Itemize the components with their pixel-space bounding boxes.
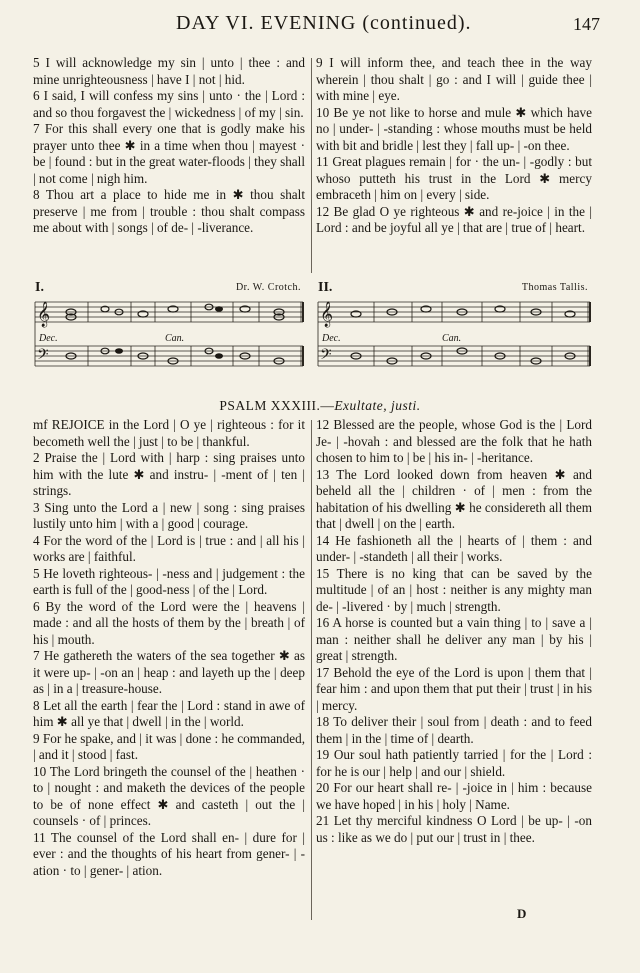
svg-text:𝄞: 𝄞 (37, 302, 51, 327)
psalm-latin-incipit: Exultate, justi. (334, 398, 421, 413)
verse: 4 For the word of the | Lord is | true : and | all his | works are | faithful. (33, 532, 305, 564)
verse: 19 Our soul hath patiently tarried | for the | Lord : for he is our | help | and our | shield. (316, 747, 592, 779)
chant-one (33, 280, 305, 380)
column-divider-bottom (311, 420, 312, 920)
verse: 7 He gathereth the waters of the sea together ✱ as it were up- | -on an | heap : and layeth up the | deep as | in a | treasure-house. (33, 648, 305, 696)
page-header (0, 12, 640, 40)
chant-composer: Thomas Tallis. (521, 282, 588, 293)
chant-composer: Dr. W. Crotch. (235, 282, 301, 293)
decani-label: Dec. (39, 333, 58, 344)
verse: 9 For he spake, and | it was | done : he commanded, | and it | stood | fast. (33, 730, 305, 762)
verse: mf REJOICE in the Lord | O ye | righteous : for it becometh well the | just | to be | thankful. (33, 417, 305, 449)
decani-label: Dec. (322, 333, 341, 344)
cantoris-label: Can. (165, 333, 185, 344)
verses-bottom-left (33, 417, 305, 879)
verse: 15 There is no king that can be saved by the multitude | of an | host : neither is any mighty man de- | -livered · by | much | strength. (316, 565, 592, 614)
verse: 14 He fashioneth all the | hearts of | them : and under- | -standeth | all their | works. (316, 532, 592, 564)
verse: 9 I will inform thee, and teach thee in the way wherein | thou shalt | go : and I will | guide thee | with mine | eye. (316, 55, 592, 103)
svg-text:𝄢: 𝄢 (37, 346, 49, 367)
verses-bottom-right (316, 417, 592, 846)
verse: 17 Behold the eye of the Lord is upon | them that | fear him : and upon them that put their | trust | in his | mercy. (316, 664, 592, 713)
verse: 12 Blessed are the people, whose God is the | Lord Je- | -hovah : and blessed are the folk that he hath chosen to him to | be | his in- | -heritance. (316, 417, 592, 465)
verse: 18 To deliver their | soul from | death : and to feed them | in the | time of | dearth. (316, 714, 592, 746)
verse: 10 The Lord bringeth the counsel of the | heathen · to | nought : and maketh the devices of the people to be of none effect ✱ and casteth | out the | counsels · of | princes. (33, 763, 305, 828)
svg-text:𝄢: 𝄢 (320, 346, 332, 367)
running-title: DAY VI. EVENING (continued). (176, 12, 472, 34)
verse: 2 Praise the | Lord with | harp : sing praises unto him with the lute ✱ and instru- | -ment of | ten | strings. (33, 450, 305, 498)
verses-top-left (33, 55, 305, 237)
psalm-heading (0, 398, 640, 414)
verses-top-right (316, 55, 592, 237)
chant-number: II. (318, 280, 333, 295)
verse: 6 I said, I will confess my sins | unto · the | Lord : and so thou forgavest the | wickedness | of my | sin. (33, 88, 305, 120)
verse: 8 Thou art a place to hide me in ✱ thou shalt preserve | me from | trouble : thou shalt compass me about with | songs | of de- | -liverance. (33, 187, 305, 235)
verse: 7 For this shall every one that is godly make his prayer unto thee ✱ in a time when thou | mayest · be | found : but in the great water-floods | they shall | not come | nigh him. (33, 121, 305, 186)
chant-two (316, 280, 592, 380)
psalm-title: PSALM XXXIII.— (219, 398, 335, 413)
verse: 3 Sing unto the Lord a | new | song : sing praises lustily unto him | with a | good | courage. (33, 499, 305, 531)
verse: 21 Let thy merciful kindness O Lord | be up- | -on us : like as we do | put our | trust in | thee. (316, 813, 592, 845)
verse: 11 The counsel of the Lord shall en- | dure for | ever : and the thoughts of his heart from gener- | -ation · to | gener- | ation. (33, 829, 305, 878)
verse: 11 Great plagues remain | for · the un- | -godly : but whoso putteth his trust in the Lord ✱ mercy embraceth | him on | every | side. (316, 154, 592, 202)
verse: 8 Let all the earth | fear the | Lord : stand in awe of him ✱ all ye that | dwell | in the | world. (33, 697, 305, 729)
verse: 12 Be glad O ye righteous ✱ and re-joice | in the | Lord : and be joyful all ye | that are | true of | heart. (316, 203, 592, 235)
column-divider-top (311, 58, 312, 273)
verse: 16 A horse is counted but a vain thing | to | save a | man : neither shall he deliver any man | by his | great | strength. (316, 615, 592, 663)
verse: 5 I will acknowledge my sin | unto | thee : and mine unrighteousness | have I | not | hid. (33, 55, 305, 87)
cantoris-label: Can. (442, 333, 462, 344)
verse: 10 Be ye not like to horse and mule ✱ which have no | under- | -standing : whose mouths must be held with bit and bridle | lest they | fall up- | -on thee. (316, 104, 592, 153)
svg-text:𝄞: 𝄞 (320, 302, 334, 327)
verse: 5 He loveth righteous- | -ness and | judgement : the earth is full of the | good-ness | of the | Lord. (33, 565, 305, 597)
verse: 20 For our heart shall re- | -joice in | him : because we have hoped | in his | holy | Name. (316, 780, 592, 812)
page-number: 147 (573, 14, 600, 34)
signature-mark: D (517, 906, 527, 921)
verse: 6 By the word of the Lord were the | heavens | made : and all the hosts of them by the | breath | of his | mouth. (33, 598, 305, 647)
chant-number: I. (35, 280, 44, 295)
verse: 13 The Lord looked down from heaven ✱ and beheld all the | children · of | men : from the habitation of his dwelling ✱ he considereth all them that | dwell | on the | earth. (316, 466, 592, 531)
